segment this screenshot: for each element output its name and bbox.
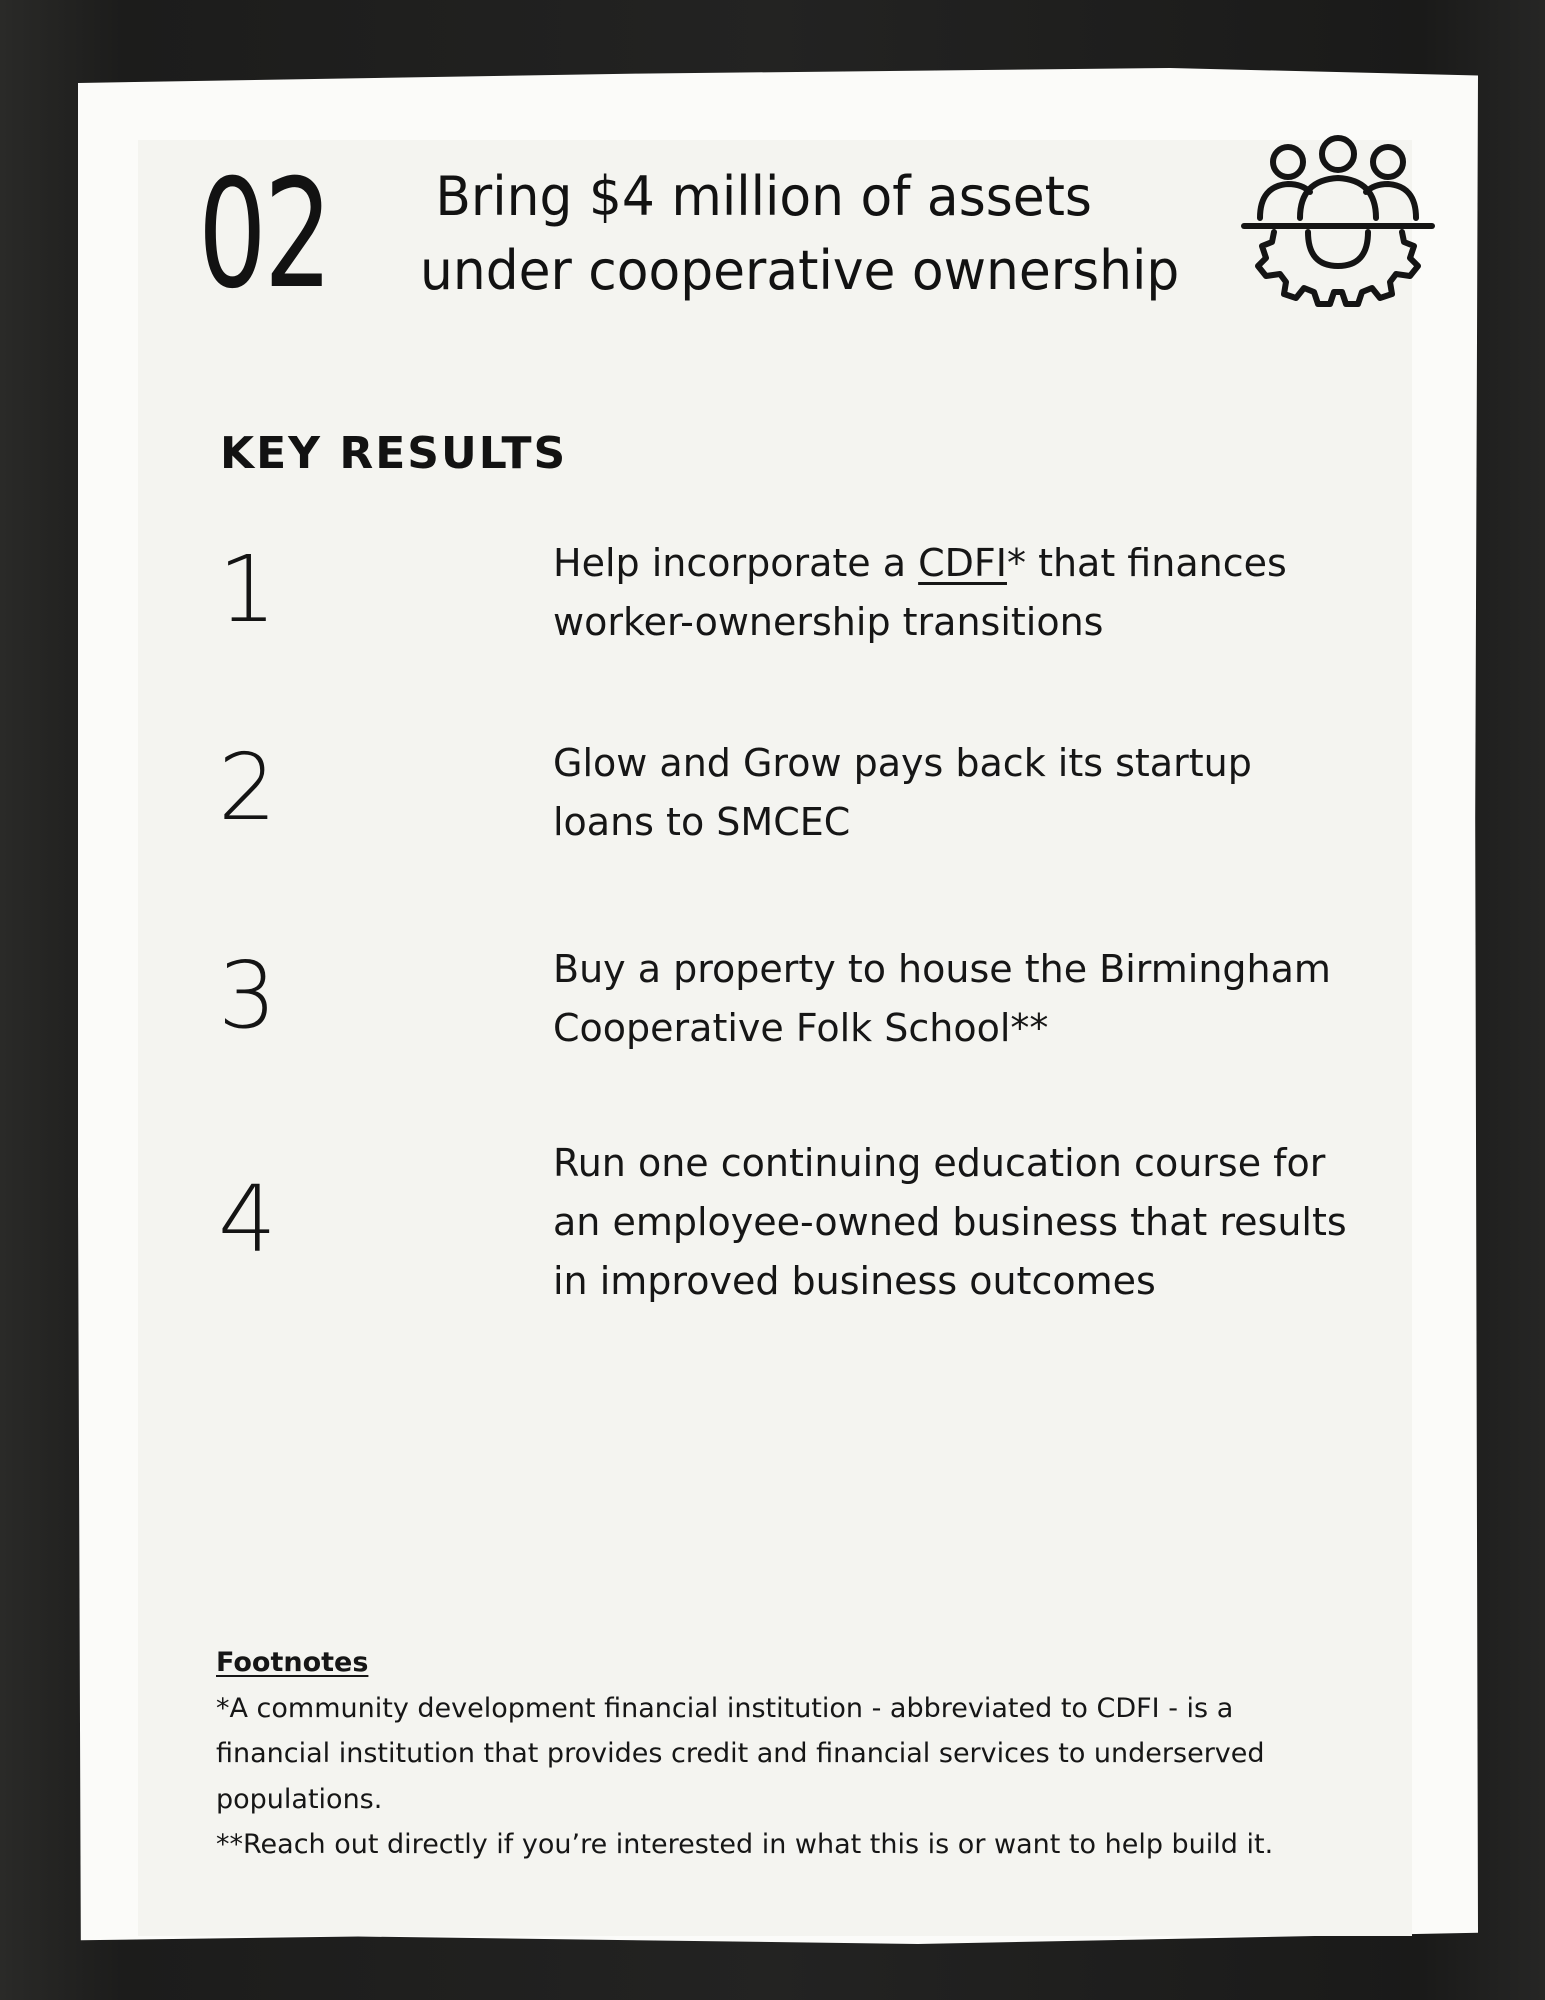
result-number-4: 4 xyxy=(218,1166,277,1273)
objective-number: 02 xyxy=(198,148,330,322)
cooperative-people-gear-icon xyxy=(1238,128,1438,328)
result-text-1 xyxy=(553,534,1353,652)
result-1-text-after: * that finances worker-ownership transitions xyxy=(553,541,1287,644)
objective-title xyxy=(420,160,1179,308)
footnotes xyxy=(216,1640,1336,1868)
result-text-2: Glow and Grow pays back its startup loans to SMCEC xyxy=(553,741,1252,844)
cdfi-link[interactable]: CDFI xyxy=(918,541,1007,585)
result-1-text-before: Help incorporate a xyxy=(553,541,919,585)
result-number-1: 1 xyxy=(218,536,277,643)
key-results-heading: KEY RESULTS xyxy=(220,428,568,479)
footnotes-title: Footnotes xyxy=(216,1647,369,1678)
objective-title-line1: Bring $4 million of assets xyxy=(435,165,1092,228)
result-text-3: Buy a property to house the Birmingham Cooperative Folk School** xyxy=(553,947,1331,1050)
result-number-3: 3 xyxy=(218,942,277,1049)
result-text-4: Run one continuing education course for an employee-owned business that results in improved business outcomes xyxy=(553,1141,1347,1303)
objective-title-line2: under cooperative ownership xyxy=(420,239,1180,302)
footnote-1: *A community development financial institution - abbreviated to CDFI - is a financial institution that provides credit and financial services to underserved populations. xyxy=(216,1692,1265,1815)
result-number-2: 2 xyxy=(218,734,277,841)
footnote-2: **Reach out directly if you’re interested in what this is or want to help build it. xyxy=(216,1829,1274,1860)
